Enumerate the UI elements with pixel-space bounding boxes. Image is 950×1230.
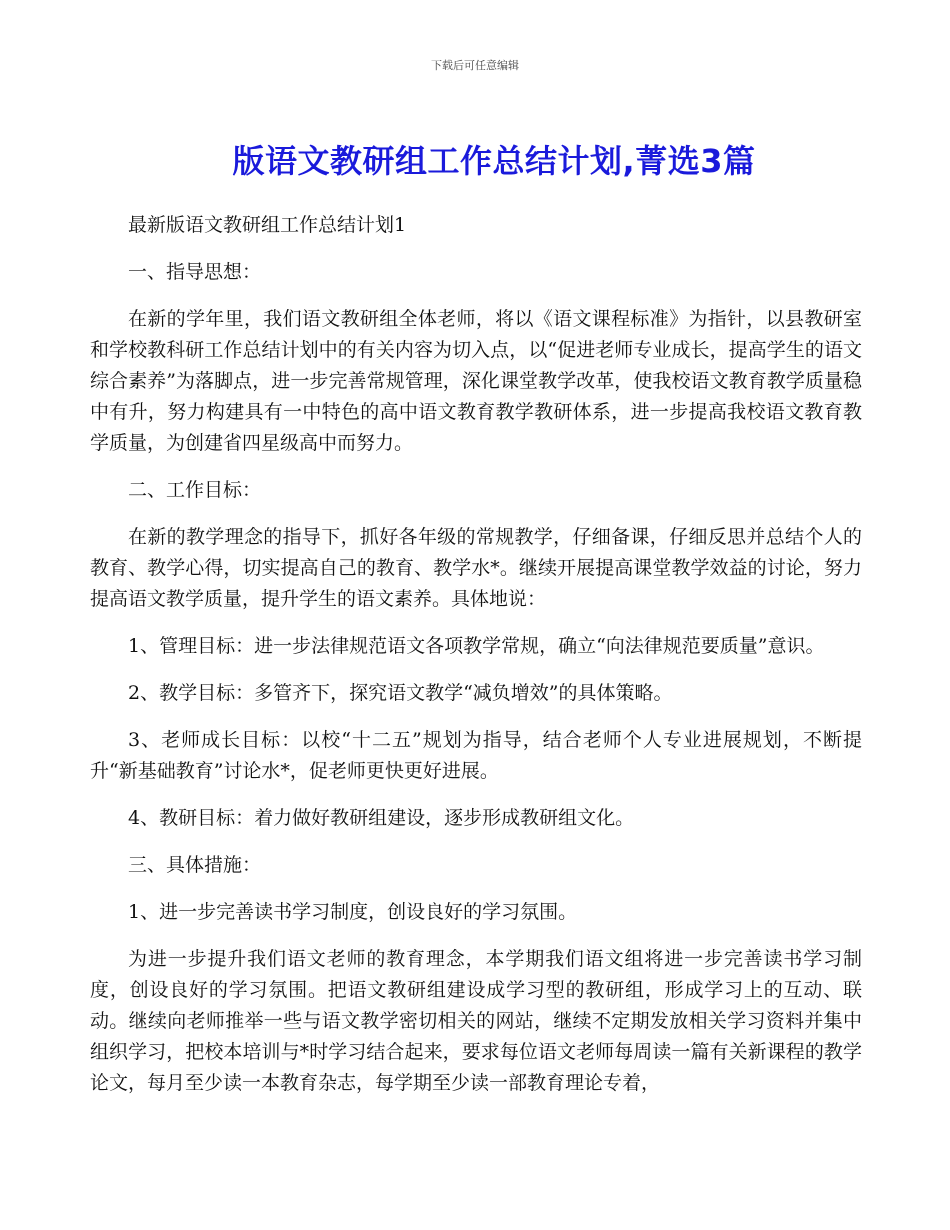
section-heading-work-goals: 二、工作目标： — [128, 479, 262, 501]
paragraph-reading-study: 为进一步提升我们语文老师的教育理念，本学期我们语文组将进一步完善读书学习制度，创设良好的学习氛围。把语文教研组建设成学习型的教研组，形成学习上的互动、联动。继续向老师推举一些与语文教学密切相关的网站，继续不定期发放相关学习资料并集中组织学习，把校本培训与*时学习结合起来，要求每位语文老师每周读一篇有关新课程的教学论文，每月至少读一本教育杂志，每学期至少读一部教育理论专着， — [90, 948, 862, 1094]
paragraph-measure-1: 1、进一步完善读书学习制度，创设良好的学习氛围。 — [128, 901, 578, 923]
section-heading-measures: 三、具体措施： — [128, 854, 262, 876]
document-title: 版语文教研组工作总结计划,菁选3篇 — [232, 142, 756, 180]
paragraph-teaching-goal: 2、教学目标：多管齐下，探究语文教学“减负增效”的具体策略。 — [128, 682, 673, 704]
subtitle-paragraph: 最新版语文教研组工作总结计划1 — [128, 214, 407, 236]
document-body — [90, 210, 862, 1099]
header-note: 下载后可任意编辑 — [431, 59, 519, 72]
paragraph-management-goal: 1、管理目标：进一步法律规范语文各项教学常规，确立“向法律规范要质量”意识。 — [128, 635, 825, 657]
section-heading-guiding-thought: 一、指导思想： — [128, 261, 262, 283]
paragraph-teacher-growth-goal: 3、老师成长目标：以校“十二五”规划为指导，结合老师个人专业进展规划，不断提升“新基础教育”讨论水*，促老师更快更好进展。 — [90, 729, 862, 782]
paragraph-guiding-thought: 在新的学年里，我们语文教研组全体老师，将以《语文课程标准》为指针，以县教研室和学校教科研工作总结计划中的有关内容为切入点，以“促进老师专业成长，提高学生的语文综合素养”为落脚点，进一步完善常规管理，深化课堂教学改革，使我校语文教育教学质量稳中有升，努力构建具有一中特色的高中语文教育教学教研体系，进一步提高我校语文教育教学质量，为创建省四星级高中而努力。 — [90, 308, 862, 454]
paragraph-work-goals: 在新的教学理念的指导下，抓好各年级的常规教学，仔细备课，仔细反思并总结个人的教育、教学心得，切实提高自己的教育、教学水*。继续开展提高课堂教学效益的讨论，努力提高语文教学质量，提升学生的语文素养。具体地说： — [90, 526, 862, 610]
paragraph-research-goal: 4、教研目标：着力做好教研组建设，逐步形成教研组文化。 — [128, 807, 635, 829]
